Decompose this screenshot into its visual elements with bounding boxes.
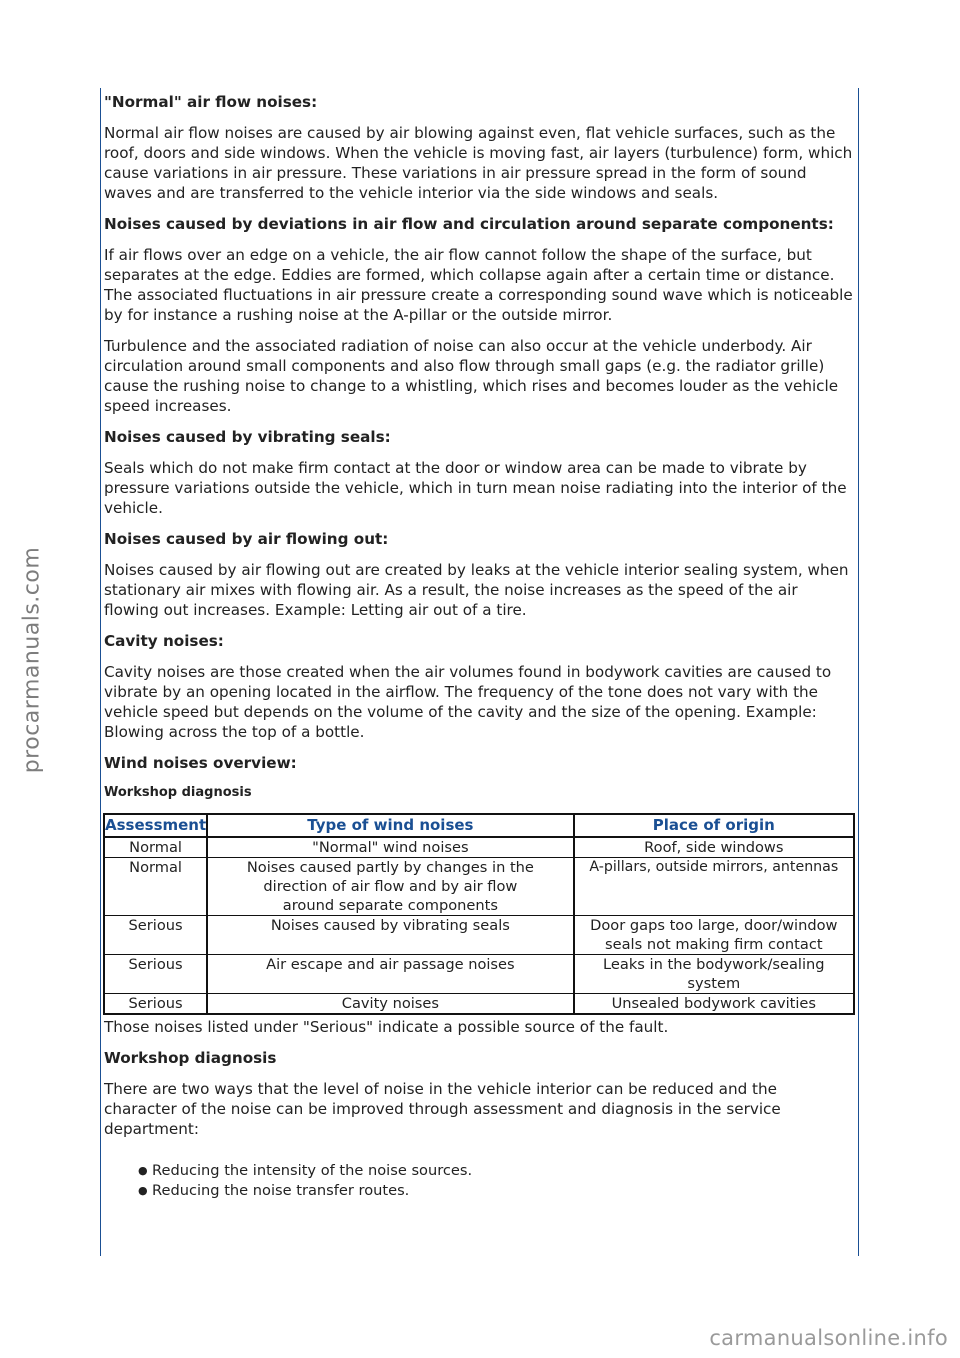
cell-type: Cavity noises [207,994,573,1015]
reduction-list [104,1161,854,1201]
deviations-heading: Noises caused by deviations in air flow and circulation around separate components: [104,215,834,233]
table-caption: Workshop diagnosis [104,785,252,800]
normal-noises-text: Normal air flow noises are caused by air blowing against even, flat vehicle surfaces, such as the roof, doors and side windows. When the vehicle is moving fast, air layers (turbulence) form, which cause variations in air pressure. These variations in air pressure spread in the form of sound waves and are transferred to the vehicle interior via the side windows and seals. [104,124,853,202]
cell-assessment: Serious [104,994,207,1015]
table-row [104,837,854,858]
list-item-text: Reducing the intensity of the noise sources. [152,1162,473,1179]
cell-type: Noises caused partly by changes in the direction of air flow and by air flow around separate components [207,858,573,916]
deviations-text-1: If air flows over an edge on a vehicle, the air flow cannot follow the shape of the surface, but separates at the edge. Eddies are formed, which collapse again after a certain time or distance. The associated fluctuations in air pressure create a corresponding sound wave which is noticeable by for instance a rushing noise at the A-pillar or the outside mirror. [104,246,853,324]
cell-origin: Leaks in the bodywork/sealing system [574,955,854,994]
header-assessment: Assessment [104,814,207,837]
cell-assessment: Serious [104,955,207,994]
bullet-icon: ● [138,1164,148,1177]
cavity-text: Cavity noises are those created when the air volumes found in bodywork cavities are caused to vibrate by an opening located in the airflow. The frequency of the tone does not vary with the vehicle speed but depends on the volume of the cavity and the size of the opening. Example: Blowing across the top of a bottle. [104,663,832,741]
cell-type: "Normal" wind noises [207,837,573,858]
side-watermark: procarmanuals.com [19,546,45,774]
cavity-heading: Cavity noises: [104,632,224,650]
cell-origin: A-pillars, outside mirrors, antennas [574,858,854,916]
serious-note: Those noises listed under "Serious" indicate a possible source of the fault. [104,1018,669,1036]
right-border-line [858,88,859,1256]
normal-noises-heading: "Normal" air flow noises: [104,93,318,111]
cell-assessment: Normal [104,858,207,916]
seals-heading: Noises caused by vibrating seals: [104,428,391,446]
cell-origin: Roof, side windows [574,837,854,858]
header-type: Type of wind noises [207,814,573,837]
cell-assessment: Serious [104,916,207,955]
workshop-diagnosis-text: There are two ways that the level of noise in the vehicle interior can be reduced and the character of the noise can be improved through assessment and diagnosis in the service department: [104,1080,781,1138]
flowout-text: Noises caused by air flowing out are created by leaks at the vehicle interior sealing system, when stationary air mixes with flowing air. As a result, the noise increases as the speed of the air flowing out increases. Example: Letting air out of a tire. [104,561,849,619]
list-item [138,1181,854,1201]
cell-origin: Unsealed bodywork cavities [574,994,854,1015]
overview-heading: Wind noises overview: [104,754,297,772]
seals-text: Seals which do not make firm contact at the door or window area can be made to vibrate by pressure variations outside the vehicle, which in turn mean noise radiating into the interior of the vehicle. [104,459,847,517]
cell-type: Noises caused by vibrating seals [207,916,573,955]
left-border-line [100,88,101,1256]
flowout-heading: Noises caused by air flowing out: [104,530,389,548]
table-row [104,858,854,916]
document-content [104,92,854,1201]
wind-noise-table [103,813,855,1015]
header-origin: Place of origin [574,814,854,837]
cell-origin: Door gaps too large, door/window seals not making firm contact [574,916,854,955]
table-row [104,994,854,1015]
table-row [104,916,854,955]
list-item-text: Reducing the noise transfer routes. [152,1182,410,1199]
workshop-diagnosis-heading: Workshop diagnosis [104,1049,277,1067]
bullet-icon: ● [138,1184,148,1197]
table-header-row [104,814,854,837]
table-row [104,955,854,994]
deviations-text-2: Turbulence and the associated radiation of noise can also occur at the vehicle underbody. Air circulation around small components and also flow through small gaps (e.g. the radiator grille) cause the rushing noise to change to a whistling, which rises and becomes louder as the vehicle speed increases. [104,337,839,415]
list-item [138,1161,854,1181]
cell-assessment: Normal [104,837,207,858]
cell-type: Air escape and air passage noises [207,955,573,994]
footer-watermark-logo: carmanualsonline.info [709,1326,948,1350]
